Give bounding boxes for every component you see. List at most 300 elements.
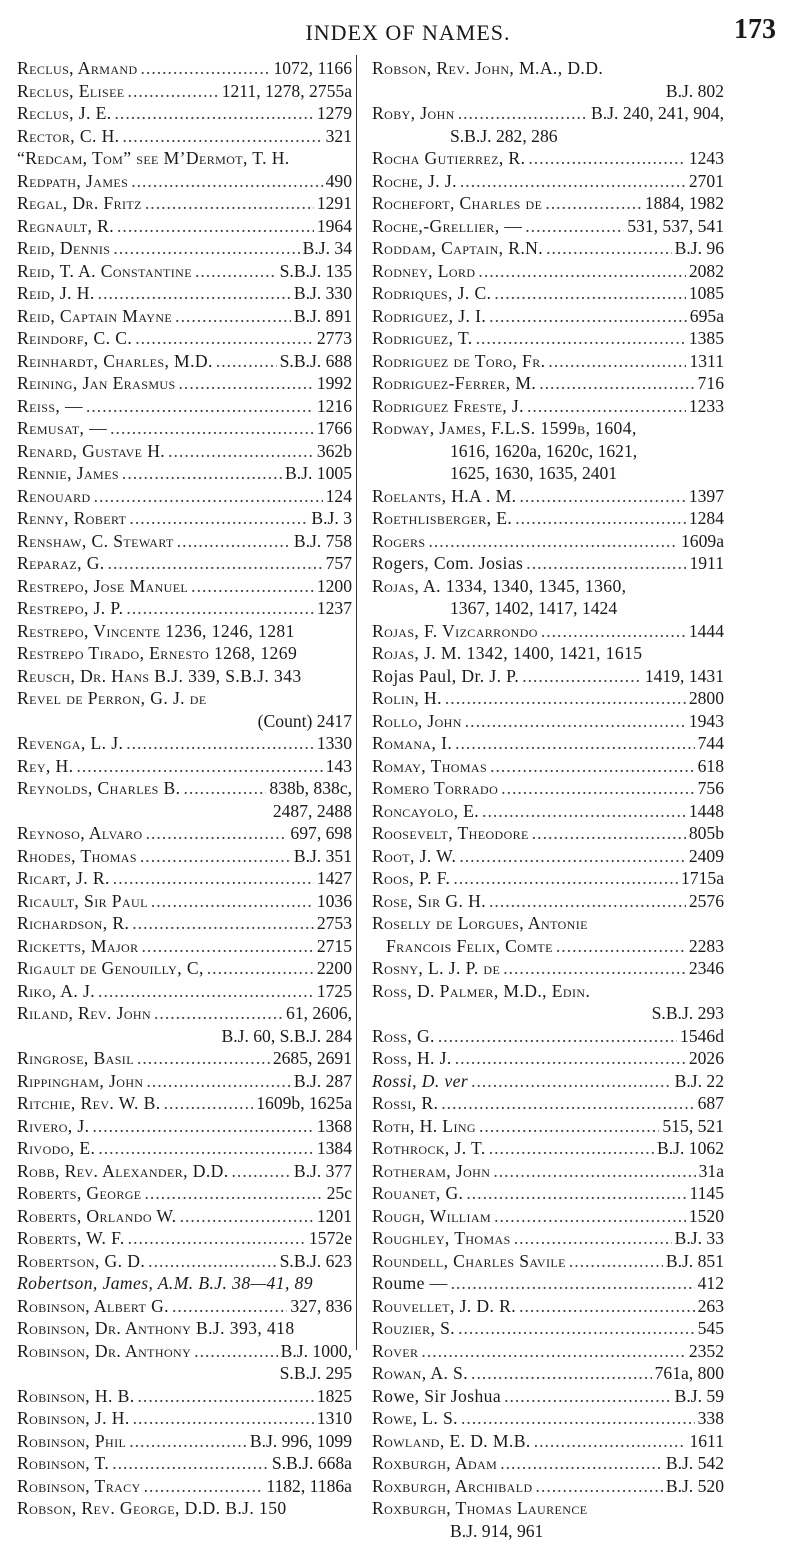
- dot-leader: [232, 1160, 291, 1183]
- index-entry-line: [372, 530, 724, 553]
- entry-name: Regnault, R.: [17, 215, 114, 238]
- index-entry-line: [17, 395, 352, 418]
- entry-references: 321: [326, 125, 352, 148]
- entry-name: Reid, Dennis: [17, 237, 110, 260]
- entry-name: Restrepo, Vincente 1236, 1246, 1281: [17, 620, 295, 643]
- entry-name: Root, J. W.: [372, 845, 456, 868]
- dot-leader: [525, 215, 624, 238]
- index-entry-line: [372, 1092, 724, 1115]
- index-entry: [372, 1025, 724, 1048]
- index-entry-line: [17, 1272, 352, 1295]
- entry-references: B.J. 330: [294, 282, 352, 305]
- index-entry-line: [372, 1497, 724, 1520]
- entry-name: Rowe, L. S.: [372, 1407, 458, 1430]
- entry-references: 1419, 1431: [645, 665, 724, 688]
- entry-references: B.J. 758: [294, 530, 352, 553]
- entry-references: 61, 2606,: [286, 1002, 352, 1025]
- entry-references: 1233: [689, 395, 724, 418]
- dot-leader: [108, 552, 323, 575]
- index-entry-line: [17, 507, 352, 530]
- entry-name: Roos, P. F.: [372, 867, 450, 890]
- dot-leader: [177, 530, 291, 553]
- entry-references: 1237: [317, 597, 352, 620]
- index-entry: [372, 260, 724, 283]
- entry-references: 1943: [689, 710, 724, 733]
- index-entry-line: [372, 575, 724, 598]
- entry-references: 1036: [317, 890, 352, 913]
- entry-name: Reiss, —: [17, 395, 83, 418]
- entry-name: Roxburgh, Adam: [372, 1452, 497, 1475]
- index-entry-line: [17, 642, 352, 665]
- dot-leader: [556, 935, 686, 958]
- entry-name: Restrepo, J. P.: [17, 597, 123, 620]
- index-entry: [372, 282, 724, 305]
- entry-references: 838b, 838c,: [269, 777, 352, 800]
- index-entry: [372, 305, 724, 328]
- entry-name: Roncayolo, E.: [372, 800, 479, 823]
- index-entry-line: [372, 912, 724, 935]
- index-entry: [17, 1250, 352, 1273]
- entry-name: Ross, H. J.: [372, 1047, 452, 1070]
- index-entry-line: [17, 980, 352, 1003]
- index-entry: [17, 732, 352, 755]
- dot-leader: [146, 1070, 290, 1093]
- index-entry: [17, 845, 352, 868]
- index-entry-line: [17, 125, 352, 148]
- index-entry: [17, 1182, 352, 1205]
- dot-leader: [526, 552, 686, 575]
- index-entry: [17, 1227, 352, 1250]
- entry-references: 1384: [317, 1137, 352, 1160]
- entry-references: B.J. 3: [311, 507, 352, 530]
- dot-leader: [137, 1047, 270, 1070]
- dot-leader: [493, 1160, 695, 1183]
- entry-references: 1211, 1278, 2755a: [222, 80, 352, 103]
- index-entry: [17, 552, 352, 575]
- index-entry-line: [17, 687, 352, 710]
- index-entry-line: [372, 665, 724, 688]
- index-entry: [372, 980, 724, 1025]
- index-entry-line: [17, 732, 352, 755]
- index-entry-line: [17, 1250, 352, 1273]
- entry-references: 1072, 1166: [273, 57, 352, 80]
- index-entry: [17, 147, 352, 170]
- entry-references: 1284: [689, 507, 724, 530]
- index-entry: [372, 1272, 724, 1295]
- index-entry: [17, 80, 352, 103]
- dot-leader: [207, 957, 314, 980]
- index-entry: [17, 687, 352, 732]
- index-entry-line: [17, 912, 352, 935]
- index-entry: [17, 1137, 352, 1160]
- entry-references: B.J. 891: [294, 305, 352, 328]
- index-entry-line: [372, 1115, 724, 1138]
- index-entry-line: [372, 1430, 724, 1453]
- index-entry-line: [372, 1047, 724, 1070]
- index-entry-line: [17, 1317, 352, 1340]
- dot-leader: [455, 1047, 686, 1070]
- index-entry: [372, 57, 724, 102]
- entry-references: B.J. 1062: [657, 1137, 724, 1160]
- dot-leader: [98, 282, 291, 305]
- index-entry-line: [17, 170, 352, 193]
- entry-name: Reid, T. A. Constantine: [17, 260, 192, 283]
- entry-name: Robinson, T.: [17, 1452, 109, 1475]
- entry-references: 618: [698, 755, 724, 778]
- entry-name: Roberts, W. F.: [17, 1227, 125, 1250]
- entry-references: 25c: [327, 1182, 352, 1205]
- entry-continuation: 1616, 1620a, 1620c, 1621,: [372, 440, 724, 463]
- entry-name: Revenga, L. J.: [17, 732, 123, 755]
- entry-references: 2715: [317, 935, 352, 958]
- entry-name: Robson, Rev. John, M.A., D.D.: [372, 57, 603, 80]
- index-entry-line: [372, 170, 724, 193]
- dot-leader: [154, 1002, 283, 1025]
- entry-name: “Redcam, Tom” see M’Dermot, T. H.: [17, 147, 290, 170]
- entry-references: 1291: [317, 192, 352, 215]
- entry-references: 757: [326, 552, 352, 575]
- index-entry-line: [372, 1250, 724, 1273]
- entry-name: Reining, Jan Erasmus: [17, 372, 176, 395]
- dot-leader: [539, 372, 694, 395]
- dot-leader: [128, 80, 219, 103]
- entry-name: Rowe, Sir Joshua: [372, 1385, 501, 1408]
- entry-references: B.J. 996, 1099: [250, 1430, 352, 1453]
- entry-references: 31a: [699, 1160, 724, 1183]
- entry-name: Romana, I.: [372, 732, 452, 755]
- dot-leader: [460, 170, 686, 193]
- dot-leader: [98, 980, 314, 1003]
- index-entry: [17, 597, 352, 620]
- index-entry: [372, 147, 724, 170]
- dot-leader: [129, 1430, 247, 1453]
- index-entry-line: [17, 80, 352, 103]
- index-entry: [372, 822, 724, 845]
- entry-name: Reindorf, C. C.: [17, 327, 132, 350]
- index-entry: [17, 912, 352, 935]
- entry-name: Rippingham, John: [17, 1070, 143, 1093]
- index-entry-line: [17, 1407, 352, 1430]
- index-entry-line: [372, 980, 724, 1003]
- entry-name: Rotheram, John: [372, 1160, 490, 1183]
- entry-references: 1200: [317, 575, 352, 598]
- index-entry: [372, 1115, 724, 1138]
- entry-references: 1310: [317, 1407, 352, 1430]
- index-entry-line: [17, 417, 352, 440]
- entry-name: Robson, Rev. George, D.D. B.J. 150: [17, 1497, 287, 1520]
- entry-references: 2200: [317, 957, 352, 980]
- index-entry: [17, 327, 352, 350]
- index-entry-line: [372, 215, 724, 238]
- entry-name: Ricketts, Major: [17, 935, 139, 958]
- entry-name: Reynoso, Alvaro: [17, 822, 143, 845]
- entry-name: Rochefort, Charles de: [372, 192, 542, 215]
- dot-leader: [478, 260, 685, 283]
- index-entry: [17, 1002, 352, 1047]
- entry-references: B.J. 240, 241, 904,: [591, 102, 724, 125]
- entry-references: B.J. 520: [666, 1475, 724, 1498]
- index-entry-line: [372, 1362, 724, 1385]
- entry-name: Rossi, D. ver: [372, 1070, 468, 1093]
- index-entry-line: [17, 260, 352, 283]
- dot-leader: [471, 1070, 672, 1093]
- index-entry-line: [17, 575, 352, 598]
- index-entry-line: [372, 507, 724, 530]
- dot-leader: [441, 1092, 694, 1115]
- entry-references: B.J. 1005: [285, 462, 352, 485]
- index-entry: [17, 867, 352, 890]
- dot-leader: [546, 237, 672, 260]
- entry-name: Reynolds, Charles B.: [17, 777, 180, 800]
- entry-references: 1279: [317, 102, 352, 125]
- index-entry-line: [17, 440, 352, 463]
- dot-leader: [175, 305, 291, 328]
- entry-name: Reid, J. H.: [17, 282, 95, 305]
- index-entry-line: [372, 372, 724, 395]
- entry-name: Riland, Rev. John: [17, 1002, 151, 1025]
- entry-name: Roddam, Captain, R.N.: [372, 237, 543, 260]
- entry-references: 761a, 800: [655, 1362, 724, 1385]
- entry-references: 1330: [317, 732, 352, 755]
- index-entry: [372, 845, 724, 868]
- index-entry-line: [17, 777, 352, 800]
- entry-references: B.J. 851: [666, 1250, 724, 1273]
- entry-references: 545: [698, 1317, 724, 1340]
- dot-leader: [94, 485, 323, 508]
- entry-name: Robb, Rev. Alexander, D.D.: [17, 1160, 229, 1183]
- entry-name: Roxburgh, Archibald: [372, 1475, 533, 1498]
- entry-references: 124: [326, 485, 352, 508]
- dot-leader: [172, 1295, 287, 1318]
- dot-leader: [465, 710, 686, 733]
- entry-references: B.J. 59: [675, 1385, 724, 1408]
- index-entry: [372, 1070, 724, 1093]
- entry-name: Robertson, James, A.M. B.J. 38—41, 89: [17, 1272, 313, 1295]
- dot-leader: [490, 755, 695, 778]
- entry-name: Rogers: [372, 530, 425, 553]
- index-entry: [17, 665, 352, 688]
- entry-name: Rossi, R.: [372, 1092, 438, 1115]
- entry-references: B.J. 1000,: [281, 1340, 352, 1363]
- index-entry-line: [17, 147, 352, 170]
- entry-references: 1145: [689, 1182, 724, 1205]
- index-entry-line: [372, 1295, 724, 1318]
- index-entry: [17, 507, 352, 530]
- entry-references: 1182, 1186a: [266, 1475, 352, 1498]
- entry-name: Rosny, L. J. P. de: [372, 957, 500, 980]
- dot-leader: [536, 1475, 663, 1498]
- dot-leader: [126, 597, 313, 620]
- index-entry: [372, 575, 724, 620]
- entry-name: Ritchie, Rev. W. B.: [17, 1092, 161, 1115]
- entry-references: B.J. 287: [294, 1070, 352, 1093]
- index-entry: [372, 935, 724, 958]
- entry-references: B.J. 377: [294, 1160, 352, 1183]
- index-entry: [372, 552, 724, 575]
- index-entry: [372, 732, 724, 755]
- entry-references: 2576: [689, 890, 724, 913]
- entry-references: 1368: [317, 1115, 352, 1138]
- entry-name: Rodriguez Freste, J.: [372, 395, 524, 418]
- dot-leader: [451, 1272, 695, 1295]
- index-entry-line: [17, 1070, 352, 1093]
- entry-references: B.J. 22: [675, 1070, 724, 1093]
- entry-continuation: B.J. 802: [372, 80, 724, 103]
- index-entry: [372, 530, 724, 553]
- dot-leader: [194, 1340, 277, 1363]
- entry-name: Ross, G.: [372, 1025, 435, 1048]
- index-entry-line: [372, 192, 724, 215]
- entry-continuation: 1625, 1630, 1635, 2401: [372, 462, 724, 485]
- index-entry: [372, 957, 724, 980]
- index-entry-line: [372, 755, 724, 778]
- dot-leader: [534, 1430, 687, 1453]
- index-entry: [17, 57, 352, 80]
- dot-leader: [466, 1182, 686, 1205]
- index-entry: [372, 215, 724, 238]
- dot-leader: [527, 395, 686, 418]
- entry-references: 362b: [317, 440, 352, 463]
- entry-references: 697, 698: [290, 822, 352, 845]
- dot-leader: [183, 777, 266, 800]
- index-entry: [372, 102, 724, 147]
- index-entry-line: [17, 305, 352, 328]
- index-entry-line: [372, 417, 724, 440]
- index-entry: [372, 777, 724, 800]
- index-entry-line: [17, 822, 352, 845]
- index-entry-line: [372, 1182, 724, 1205]
- entry-name: Rivodo, E.: [17, 1137, 95, 1160]
- index-entry-line: [372, 777, 724, 800]
- index-entry: [17, 170, 352, 193]
- dot-leader: [528, 147, 685, 170]
- entry-name: Romero Torrado: [372, 777, 498, 800]
- index-entry-line: [372, 822, 724, 845]
- index-entry-line: [372, 57, 724, 80]
- entry-references: 1201: [317, 1205, 352, 1228]
- entry-references: 263: [698, 1295, 724, 1318]
- entry-references: 1611: [689, 1430, 724, 1453]
- entry-references: 1964: [317, 215, 352, 238]
- entry-references: 1520: [689, 1205, 724, 1228]
- index-entry-line: [17, 372, 352, 395]
- entry-continuation: B.J. 60, S.B.J. 284: [17, 1025, 352, 1048]
- index-entry: [17, 642, 352, 665]
- index-entry-line: [17, 620, 352, 643]
- index-entry: [372, 1137, 724, 1160]
- dot-leader: [489, 1137, 654, 1160]
- dot-leader: [148, 1250, 276, 1273]
- index-entry: [17, 777, 352, 822]
- index-entry: [17, 440, 352, 463]
- dot-leader: [541, 620, 686, 643]
- entry-references: 744: [698, 732, 724, 755]
- entry-name: Rodway, James, F.L.S. 1599b, 1604,: [372, 417, 637, 440]
- index-entry: [372, 350, 724, 373]
- entry-name: Rollo, John: [372, 710, 462, 733]
- index-entry-line: [17, 665, 352, 688]
- index-entry-line: [17, 890, 352, 913]
- entry-references: 2753: [317, 912, 352, 935]
- index-entry-line: [17, 552, 352, 575]
- index-entry-line: [372, 1137, 724, 1160]
- entry-references: 531, 537, 541: [627, 215, 724, 238]
- index-entry: [17, 350, 352, 373]
- entry-references: 1311: [689, 350, 724, 373]
- dot-leader: [458, 102, 588, 125]
- dot-leader: [142, 935, 314, 958]
- index-entry: [372, 1295, 724, 1318]
- entry-references: S.B.J. 668a: [272, 1452, 352, 1475]
- index-entry: [372, 1047, 724, 1070]
- dot-leader: [144, 1475, 264, 1498]
- entry-name: Rodriguez de Toro, Fr.: [372, 350, 545, 373]
- entry-references: 2800: [689, 687, 724, 710]
- index-entry-line: [17, 102, 352, 125]
- entry-continuation: (Count) 2417: [17, 710, 352, 733]
- index-entry-line: [372, 485, 724, 508]
- dot-leader: [461, 1407, 695, 1430]
- index-entry: [372, 1362, 724, 1385]
- dot-leader: [146, 822, 288, 845]
- entry-name: Rodriguez-Ferrer, M.: [372, 372, 536, 395]
- dot-leader: [195, 260, 277, 283]
- entry-references: 1715a: [681, 867, 724, 890]
- index-entry: [17, 485, 352, 508]
- index-entry-line: [372, 1475, 724, 1498]
- index-entry: [17, 192, 352, 215]
- index-entry: [17, 620, 352, 643]
- entry-references: 1546d: [680, 1025, 724, 1048]
- dot-leader: [501, 777, 694, 800]
- entry-references: 2685, 2691: [273, 1047, 352, 1070]
- entry-references: 515, 521: [662, 1115, 724, 1138]
- index-entry: [372, 1475, 724, 1498]
- index-entry-line: [17, 1115, 352, 1138]
- dot-leader: [514, 1227, 672, 1250]
- entry-references: 2283: [689, 935, 724, 958]
- index-entry: [17, 102, 352, 125]
- page-title: INDEX OF NAMES.: [40, 20, 776, 46]
- dot-leader: [519, 485, 685, 508]
- entry-references: 2082: [689, 260, 724, 283]
- dot-leader: [113, 237, 299, 260]
- entry-references: 1609a: [681, 530, 724, 553]
- dot-leader: [117, 215, 314, 238]
- index-entry: [372, 1160, 724, 1183]
- index-entry: [17, 530, 352, 553]
- index-entry: [372, 485, 724, 508]
- entry-name: Francois Felix, Comte: [372, 935, 553, 958]
- entry-name: Rey, H.: [17, 755, 73, 778]
- index-entry-line: [372, 890, 724, 913]
- entry-references: 1444: [689, 620, 724, 643]
- entry-name: Roundell, Charles Savile: [372, 1250, 566, 1273]
- entry-references: 1448: [689, 800, 724, 823]
- dot-leader: [428, 530, 678, 553]
- index-entry-line: [372, 732, 724, 755]
- index-entry-line: [17, 1092, 352, 1115]
- index-entry: [17, 1272, 352, 1295]
- entry-name: Robinson, J. H.: [17, 1407, 130, 1430]
- index-entry: [372, 1452, 724, 1475]
- index-entry: [17, 890, 352, 913]
- entry-name: Roth, H. Ling: [372, 1115, 476, 1138]
- index-entry-line: [372, 620, 724, 643]
- entry-references: 338: [698, 1407, 724, 1430]
- entry-references: 2773: [317, 327, 352, 350]
- entry-name: Renshaw, C. Stewart: [17, 530, 174, 553]
